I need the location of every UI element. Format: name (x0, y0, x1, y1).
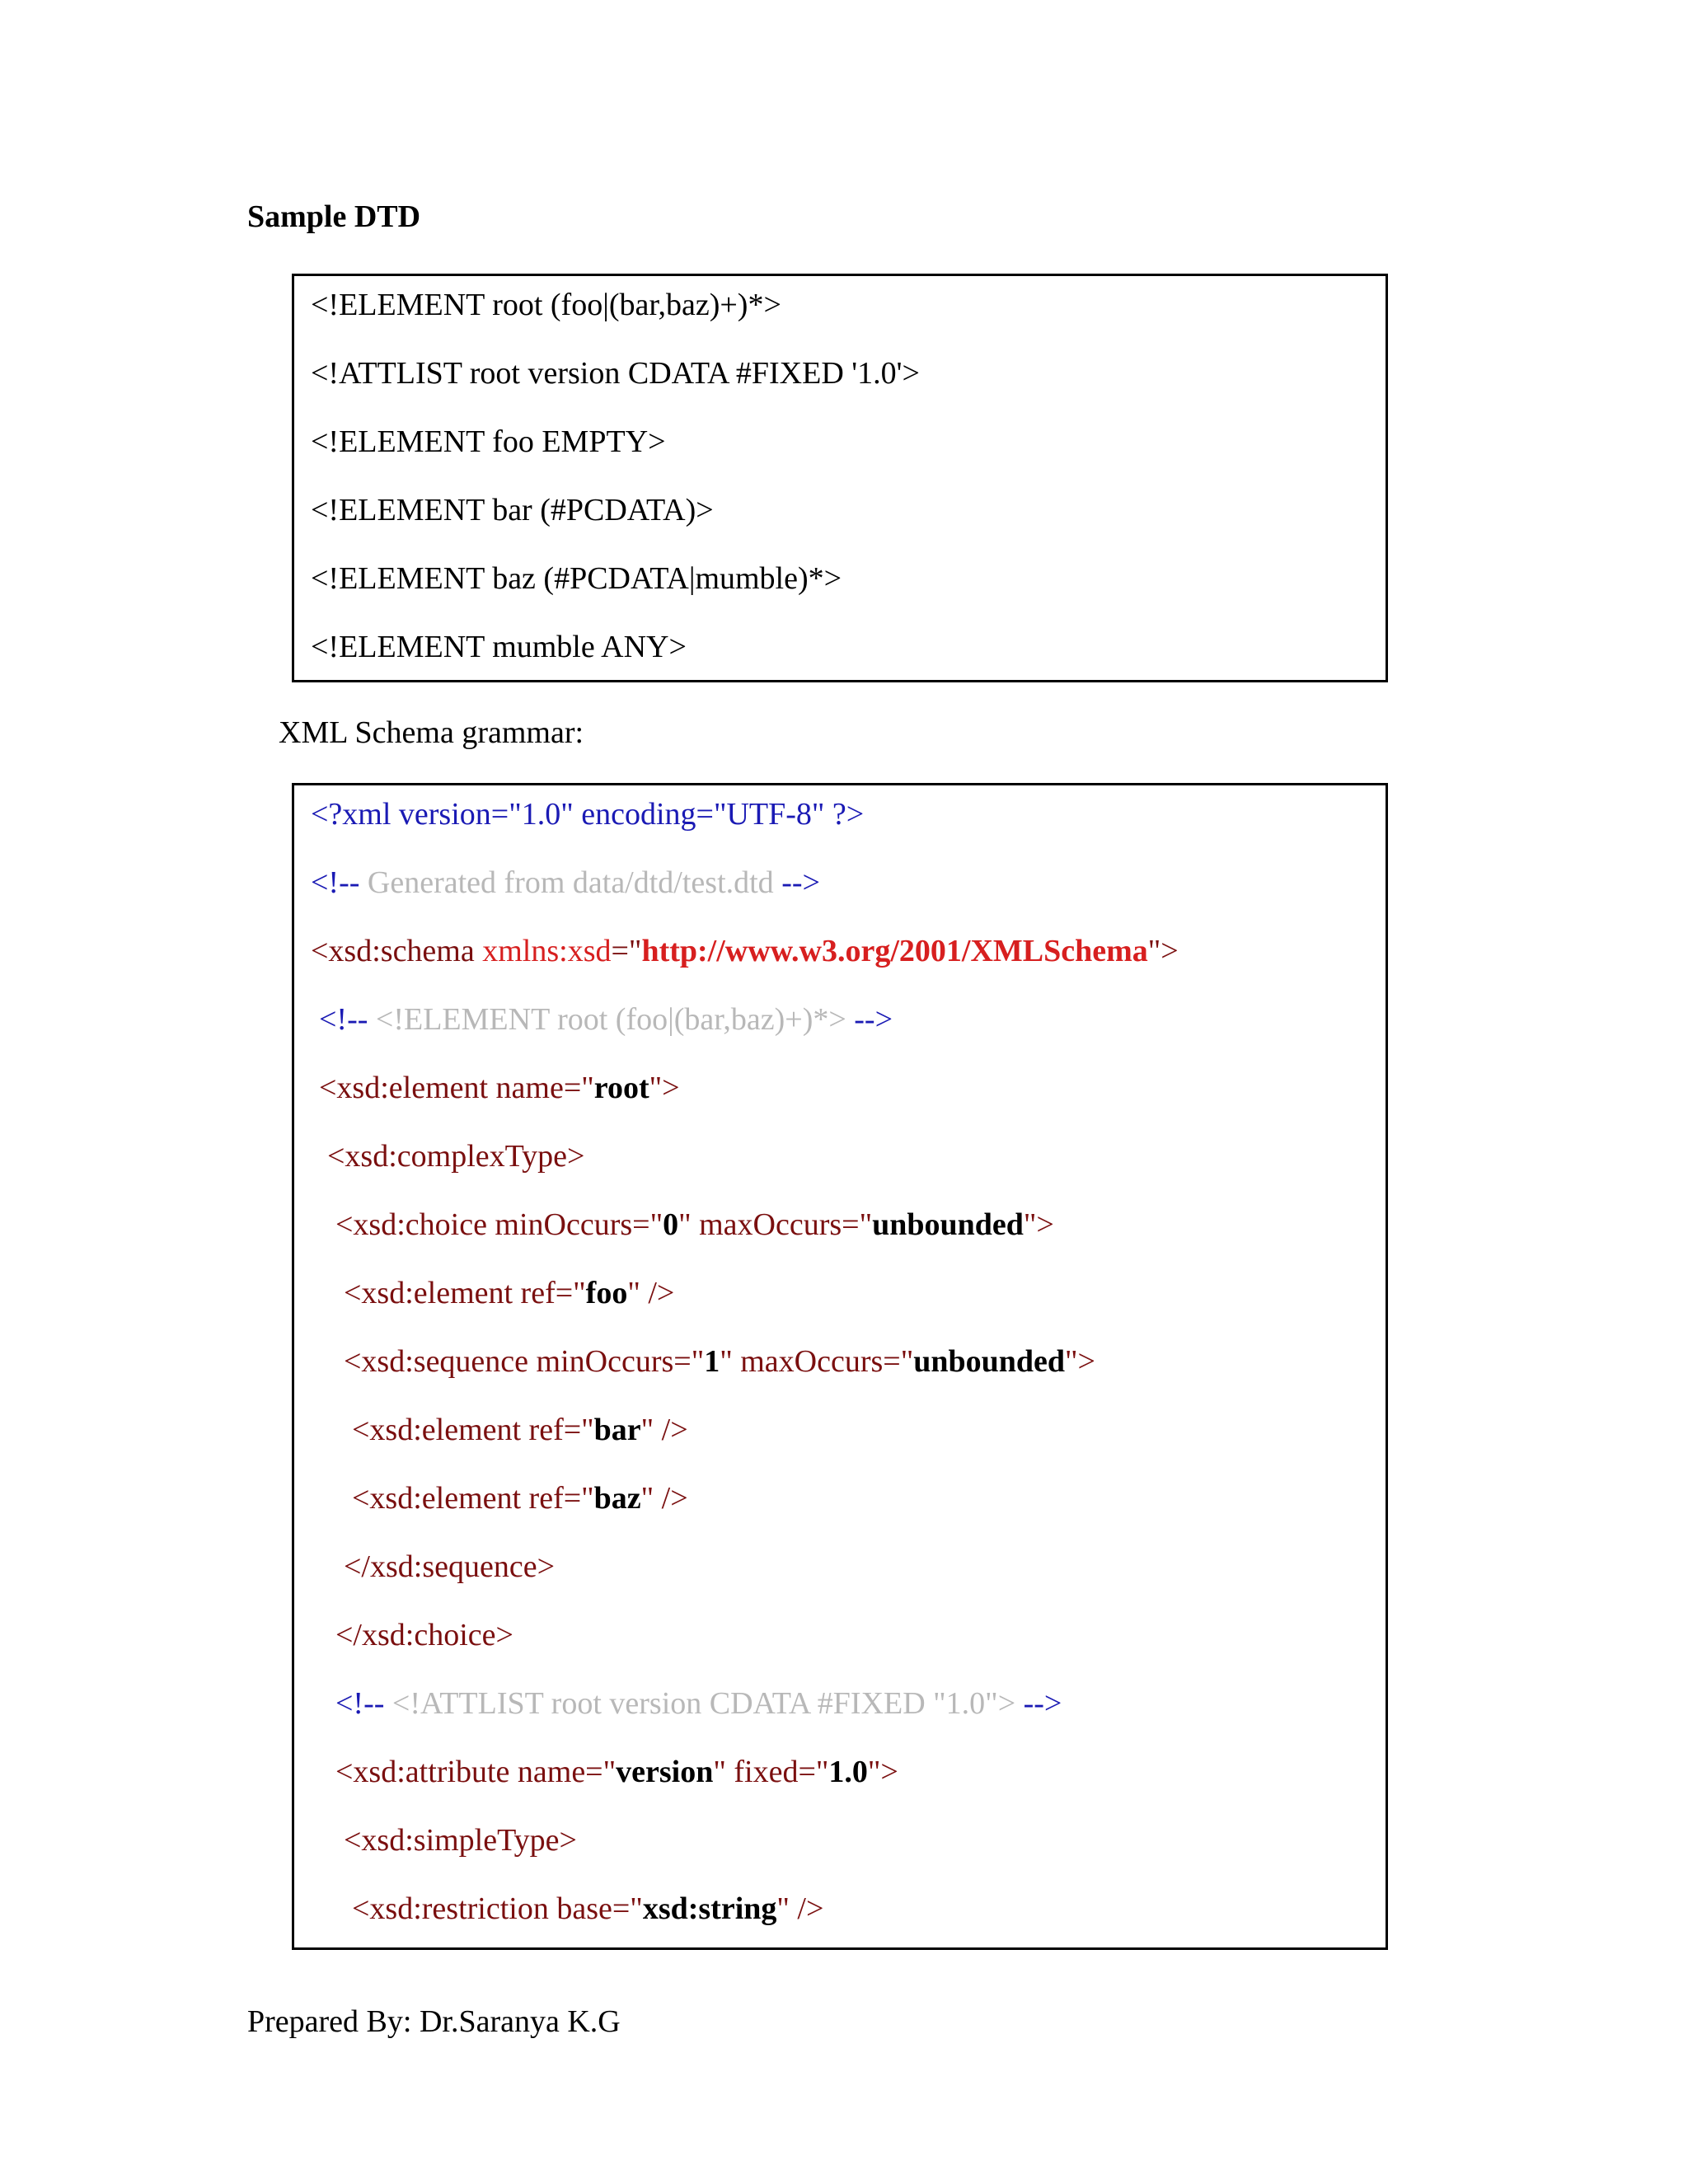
code-token: <xsd:element ref=" (352, 1413, 594, 1447)
schema-line (335, 1616, 513, 1654)
code-token: foo (585, 1276, 628, 1310)
code-token: Generated from data/dtd/test.dtd (367, 865, 774, 900)
code-token: <xsd:attribute name=" (335, 1755, 617, 1789)
schema-line (335, 1206, 1054, 1244)
code-token: xmlns:xsd (474, 934, 612, 968)
code-token: --> (773, 865, 820, 900)
schema-code-box (292, 783, 1388, 1950)
code-token: bar (593, 1413, 641, 1447)
code-token: 0 (663, 1207, 679, 1242)
code-token: <!ELEMENT root (foo|(bar,baz)+)*> (375, 1002, 846, 1037)
code-token: "> (1065, 1344, 1095, 1379)
code-token: xsd:string (642, 1891, 777, 1926)
code-token: unbounded (872, 1207, 1024, 1242)
schema-line (344, 1548, 555, 1586)
code-token: <!-- (335, 1686, 392, 1721)
code-token: <!ATTLIST root version CDATA #FIXED "1.0"> (392, 1686, 1016, 1721)
code-token: root (593, 1071, 649, 1105)
code-token: </xsd:choice> (335, 1618, 513, 1652)
code-token: <xsd:element ref=" (344, 1276, 586, 1310)
schema-label: XML Schema grammar: (279, 715, 584, 750)
page-heading: Sample DTD (247, 199, 421, 234)
schema-line (344, 1821, 577, 1859)
code-token: 1 (704, 1344, 720, 1379)
code-token: <?xml version="1.0" encoding="UTF-8" ?> (311, 797, 865, 832)
code-token: " fixed=" (713, 1755, 829, 1789)
code-token: --> (1015, 1686, 1062, 1721)
schema-line (352, 1411, 688, 1449)
footer-credit: Prepared By: Dr.Saranya K.G (247, 2004, 621, 2039)
schema-line (311, 864, 820, 902)
dtd-line: <!ELEMENT mumble ANY> (311, 630, 687, 664)
code-token: " /> (640, 1481, 688, 1516)
dtd-line: <!ELEMENT foo EMPTY> (311, 424, 666, 459)
code-token: version (616, 1755, 714, 1789)
code-token: <!-- (311, 865, 368, 900)
dtd-line: <!ELEMENT bar (#PCDATA)> (311, 493, 714, 527)
code-token: <xsd:simpleType> (344, 1823, 577, 1858)
schema-line (344, 1343, 1095, 1380)
dtd-code-box (292, 274, 1388, 682)
dtd-line: <!ATTLIST root version CDATA #FIXED '1.0'> (311, 356, 920, 391)
dtd-line: <!ELEMENT baz (#PCDATA|mumble)*> (311, 561, 842, 596)
code-token: 1.0 (828, 1755, 868, 1789)
schema-line (311, 932, 1179, 970)
code-token: baz (593, 1481, 641, 1516)
schema-line (319, 1069, 680, 1107)
schema-line (344, 1274, 674, 1312)
schema-line (335, 1753, 898, 1791)
code-token: <!-- (319, 1002, 376, 1037)
code-token: "> (867, 1755, 898, 1789)
dtd-line: <!ELEMENT root (foo|(bar,baz)+)*> (311, 288, 781, 322)
code-token: --> (846, 1002, 893, 1037)
code-token: " /> (776, 1891, 824, 1926)
code-token: </xsd:sequence> (344, 1549, 556, 1584)
code-token: "> (649, 1071, 680, 1105)
schema-line (327, 1137, 584, 1175)
code-token: =" (611, 934, 642, 968)
code-token: "> (1147, 934, 1179, 968)
schema-line (311, 795, 864, 833)
code-token: <xsd:restriction base=" (352, 1891, 643, 1926)
code-token: "> (1023, 1207, 1054, 1242)
code-token: " maxOccurs=" (720, 1344, 914, 1379)
code-token: unbounded (913, 1344, 1066, 1379)
code-token: <xsd:sequence minOccurs=" (344, 1344, 705, 1379)
code-token: <xsd:element name=" (319, 1071, 594, 1105)
code-token: http://www.w3.org/2001/XMLSchema (641, 934, 1148, 968)
code-token: <xsd:element ref=" (352, 1481, 594, 1516)
schema-line (335, 1685, 1062, 1722)
code-token: <xsd:complexType> (327, 1139, 585, 1174)
code-token: <xsd:schema (311, 934, 475, 968)
schema-line (352, 1479, 688, 1517)
schema-line (319, 1001, 893, 1038)
code-token: " /> (640, 1413, 688, 1447)
code-token: " /> (627, 1276, 675, 1310)
code-token: <xsd:choice minOccurs=" (335, 1207, 663, 1242)
code-token: " maxOccurs=" (678, 1207, 873, 1242)
schema-line (352, 1890, 823, 1928)
